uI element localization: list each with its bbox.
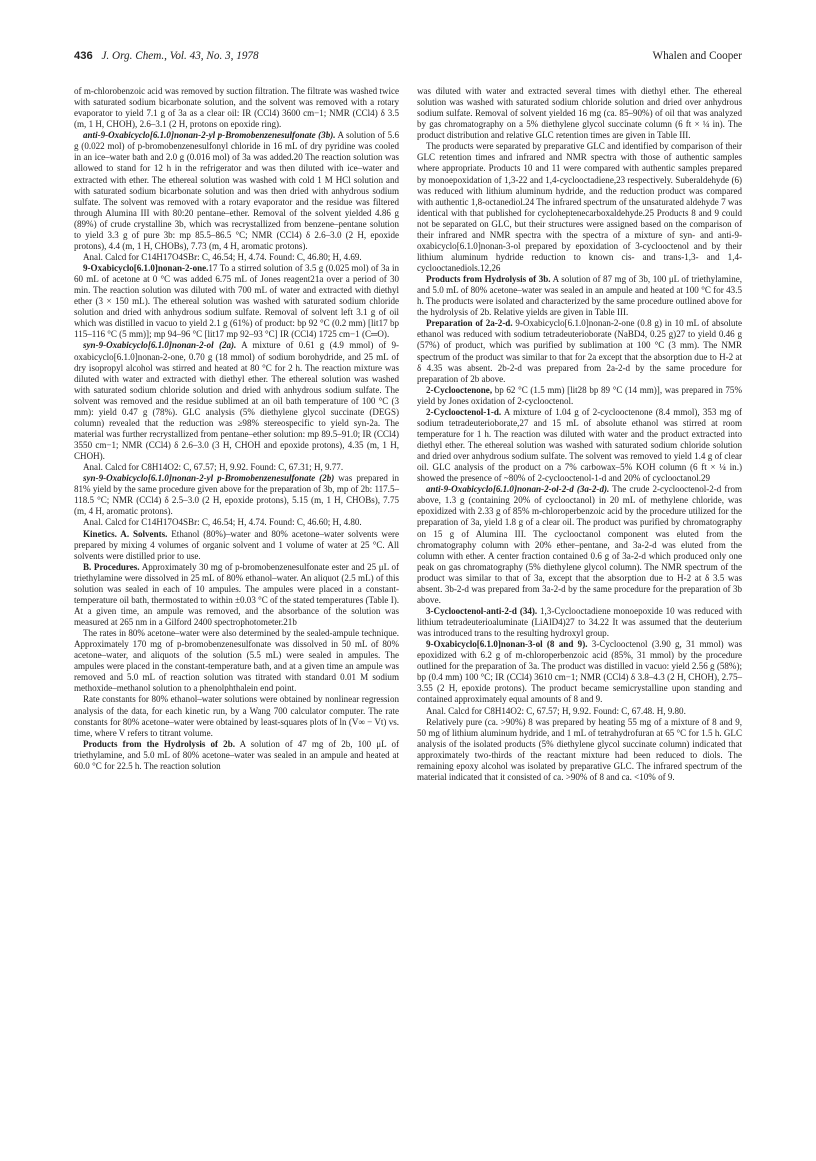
paragraph-text: bp 62 °C (1.5 mm) [lit28 bp 89 °C (14 mm)], was prepared in 75% yield by Jones oxidation of 2-cyclooctenol.	[417, 384, 742, 406]
paragraph	[417, 706, 742, 717]
paragraph	[417, 274, 742, 318]
paragraph-heading: Kinetics. A. Solvents.	[83, 528, 168, 539]
authors: Whalen and Cooper	[652, 50, 742, 62]
paragraph	[417, 484, 742, 606]
left-column	[74, 86, 399, 772]
paragraph-text: The rates in 80% acetone–water were also determined by the sealed-ampule technique. Approximately 170 mg of p-bromobenzenesulfonate was dissolved in 50 mL of 80% acetone–water, and aliquots of the solution (5.5 mL) were sealed in ampules. The ampules were placed in the constant-temperature bath, and at a given time an ampule was removed and 5.0 mL of reaction solution was titrated with standard 0.01 M sodium methoxide–methanol solution to a phenolphthalein end point.	[74, 628, 399, 694]
paragraph	[74, 462, 399, 473]
paragraph-heading: 2-Cyclooctenone,	[426, 384, 493, 395]
paragraph-text: Anal. Calcd for C14H17O4SBr: C, 46.54; H, 4.74. Found: C, 46.80; H, 4.69.	[83, 251, 362, 262]
paragraph-text: A solution of 5.6 g (0.022 mol) of p-bromobenzenesulfonyl chloride in 16 mL of dry pyridine was cooled in an ice–water bath and 2.0 g (0.016 mol) of 3a was added.20 The reaction solution was allowed to stand for 12 h in the refrigerator and was then diluted with ice–water and extracted with ether. The ethereal solution was washed with cold 1 M HCl solution and with saturated sodium bicarbonate solution and was then dried with anhydrous sodium sulfate. The solvent was removed with a rotary evaporator and the residue was filtered through Alumina III with 80:20 pentane–ether. Removal of the solvent yielded 4.86 g (89%) of crude crystalline 3b, which was recrystallized from benzene–pentane solution to yield 3.3 g of pure 3b: mp 85.5–86.5 °C; NMR (CCl4) δ 2.6–3.0 (2 H, epoxide protons), 4.4 (m, 1 H, CHOBs), 7.73 (m, 4 H, aromatic protons).	[74, 130, 399, 251]
paragraph	[417, 639, 742, 705]
paragraph	[417, 318, 742, 384]
paragraph	[74, 252, 399, 263]
paragraph-text: 17 To a stirred solution of 3.5 g (0.025 mol) of 3a in 60 mL of acetone at 0 °C was added 6.75 mL of Jones reagent21a over a period of 30 min. The reaction solution was diluted with 700 mL of water and extracted with diethyl ether (3 × 150 mL). The ethereal solution was washed with saturated sodium chloride solution and dried with anhydrous sodium sulfate. Removal of solvent left 3.1 g of oil which was distilled in vacuo to yield 2.1 g (61%) of product: bp 92 °C (0.2 mm) [lit17 bp 115–116 °C (5 mm)]; mp 94–96 °C [lit17 mp 92–93 °C] IR (CCl4) 1725 cm−1 (C═O).	[74, 263, 399, 340]
paragraph	[74, 130, 399, 252]
paragraph-text: Relatively pure (ca. >90%) 8 was prepared by heating 55 mg of a mixture of 8 and 9, 50 mg of lithium aluminum hydride, and 1 mL of tetrahydrofuran at 65 °C for 1.5 h. GLC analysis of the isolated products (5% diethylene glycol succinate column) indicated that approximately two-thirds of the reactant mixture had been reduced to diols. The remaining epoxy alcohol was isolated by preparative GLC. The infrared spectrum of the material indicated that it consisted of ca. >90% of 8 and ca. <10% of 9.	[417, 716, 742, 782]
paragraph	[417, 86, 742, 141]
paragraph-heading: 2-Cyclooctenol-1-d.	[426, 406, 502, 417]
paragraph-text: 3-Cyclooctenol (3.90 g, 31 mmol) was epoxidized with 6.2 g of m-chloroperbenzoic acid (85%, 31 mmol) by the procedure outlined for the preparation of 3a. The product was distilled in vacuo: yield 2.56 g (58%); bp (0.4 mm) 100 °C; IR (CCl4) 3610 cm−1; NMR (CCl4) δ 3.8–4.3 (2 H, CHOH), 2.75–3.55 (2 H, epoxide protons). The product became semicrystalline upon standing and contained approximately equal amounts of 8 and 9.	[417, 639, 742, 705]
paragraph	[74, 694, 399, 738]
journal-citation: J. Org. Chem., Vol. 43, No. 3, 1978	[101, 50, 259, 62]
paragraph	[74, 340, 399, 462]
paragraph-text: Anal. Calcd for C8H14O2: C, 67.57; H, 9.92. Found: C, 67.31; H, 9.77.	[83, 462, 344, 473]
paragraph	[74, 562, 399, 628]
paragraph-text: Approximately 30 mg of p-bromobenzenesulfonate ester and 25 μL of triethylamine were dissolved in 25 mL of 80% ethanol–water. An aliquot (2.5 mL) of this solution was sealed in each of 10 ampules. The ampules were placed in a constant-temperature oil bath, thermostated to within ±0.03 °C of the stated temperatures (Table I). At a given time, an ampule was removed, and the absorbance of the solution was measured at 265 nm in a Gilford 2400 spectrophotometer.21b	[74, 561, 400, 627]
page-number: 436	[74, 50, 93, 62]
paragraph	[417, 717, 742, 783]
paragraph	[417, 385, 742, 407]
paragraph	[417, 407, 742, 484]
paragraph-heading: Products from Hydrolysis of 3b.	[426, 274, 551, 285]
paragraph	[74, 739, 399, 772]
paragraph-heading: syn-9-Oxabicyclo[6.1.0]nonan-2-yl p-Bromobenzenesulfonate (2b)	[83, 473, 335, 484]
paragraph-text: A mixture of 0.61 g (4.9 mmol) of 9-oxabicyclo[6.1.0]nonan-2-one, 0.70 g (18 mmol) of sodium borohydride, and 25 mL of dry isopropyl alcohol was stirred and heated at 80 °C for 2 h. The reaction mixture was diluted with water and extracted with diethyl ether. The ethereal solution was washed with saturated sodium chloride solution and dried with anhydrous sodium sulfate. The solvent was removed and the residue sublimed at an oil bath temperature of 100 °C (3 mm): yield 0.47 g (78%). GLC analysis (5% diethylene glycol succinate (DEGS) column) revealed that the reduction was ≥98% stereospecific to yield syn-2a. The material was further recrystallized from pentane–ether solution: mp 89.5–91.0; IR (CCl4) 3550 cm−1; NMR (CCl4) δ 2.6–3.0 (3 H, CHOH and epoxide protons), 4.35 (m, 1 H, CHOH).	[74, 340, 399, 462]
paragraph-text: Anal. Calcd for C8H14O2: C, 67.57; H, 9.92. Found: C, 67.48. H, 9.80.	[426, 705, 686, 716]
paragraph-heading: syn-9-Oxabicyclo[6.1.0]nonan-2-ol (2a).	[83, 340, 237, 351]
paragraph-text: Ethanol (80%)–water and 80% acetone–water solvents were prepared by mixing 4 volumes of organic solvent and 1 volume of water at 25 °C. All solvents were distilled prior to use.	[74, 528, 399, 561]
paragraph-text: The products were separated by preparative GLC and identified by comparison of their GLC retention times and infrared and NMR spectra with those of authentic samples where appropriate. Products 10 and 11 were compared with authentic samples prepared by monoepoxidation of 1,3-22 and 1,4-cyclooctadiene,23 respectively. Suberaldehyde (6) was reduced with lithium aluminum hydride, and the reduction product was compared with authentic 1,8-octanediol.24 The infrared spectrum of the unsaturated aldehyde 7 was identical with that published for cycloheptenecarboxaldehyde.25 Products 8 and 9 could not be separated on GLC, but their structures were assigned based on the comparison of their infrared and NMR spectra with the spectra of a mixture of syn- and anti-9-oxabicyclo[6.1.0]nonan-3-ol prepared by epoxidation of 3-cyclooctenol and by their lithium aluminum hydride reduction to known cis- and trans-1,3- and 1,4-cyclooctanediols.12,26	[417, 141, 742, 273]
paragraph-heading: Products from the Hydrolysis of 2b.	[83, 738, 235, 749]
paragraph-heading: 9-Oxabicyclo[6.1.0]nonan-2-one.	[83, 263, 209, 273]
paragraph-heading: Preparation of 2a-2-d.	[426, 318, 513, 329]
paragraph-heading: anti-9-Oxabicyclo[6.1.0]nonan-2-yl p-Bromobenzenesulfonate (3b).	[83, 130, 336, 141]
paragraph-text: of m-chlorobenzoic acid was removed by suction filtration. The filtrate was washed twice with saturated sodium bicarbonate solution, and the solvent was removed with a rotary evaporator to yield 7.1 g of 3a as a clear oil: IR (CCl4) 3600 cm−1; NMR (CCl4) δ 3.5 (m, 1 H, CHOH), 2.6–3.1 (2 H, protons on epoxide ring).	[74, 86, 399, 130]
paragraph-text: was prepared in 81% yield by the same procedure given above for the preparation of 3b, mp of 2b: 117.5–118.5 °C; NMR (CCl4) δ 2.5–3.0 (2 H, epoxide protons), 5.15 (m, 1 H, CHOBs), 7.75 (m, 4 H, aromatic protons).	[74, 473, 399, 517]
right-column	[417, 86, 742, 783]
paragraph-heading: B. Procedures.	[83, 561, 140, 572]
running-header	[74, 50, 742, 66]
paragraph	[417, 141, 742, 274]
paragraph-text: 9-Oxabicyclo[6.1.0]nonan-2-one (0.8 g) in 10 mL of absolute ethanol was reduced with sodium tetradeuterioborate (NaBD4, 0.25 g)27 to yield 0.46 g (57%) of product, which was purified by sublimation at 100 °C (3 mm). The NMR spectrum of the product was similar to that for 2a except that the absorption due to H-2 at δ 4.35 was absent. 2b-2-d was prepared from 2a-2-d by the same procedure for preparation of 2b above.	[417, 318, 742, 384]
paragraph	[74, 517, 399, 528]
paragraph-text: was diluted with water and extracted several times with diethyl ether. The ethereal solution was washed with saturated sodium chloride solution and dried over anhydrous sodium sulfate. Removal of solvent yielded 16 mg (ca. 85–90%) of oil that was analyzed by gas chromatography on a 5% diethylene glycol succinate column (6 ft × ¼ in). The product distribution and relative GLC retention times are given in Table III.	[417, 86, 742, 141]
paragraph	[74, 86, 399, 130]
paragraph	[74, 628, 399, 694]
paragraph-heading: 9-Oxabicyclo[6.1.0]nonan-3-ol (8 and 9).	[426, 639, 588, 650]
paragraph	[74, 529, 399, 562]
paragraph-text: A solution of 47 mg of 2b, 100 μL of triethylamine, and 5.0 mL of 80% acetone–water was sealed in an ampule and heated at 60.0 °C for 22.5 h. The reaction solution	[74, 738, 399, 771]
paragraph-heading: anti-9-Oxabicyclo[6.1.0]nonan-2-ol-2-d (3a-2-d).	[426, 484, 610, 495]
paragraph	[74, 473, 399, 517]
header-left	[74, 50, 259, 62]
paragraph-text: A mixture of 1.04 g of 2-cyclooctenone (8.4 mmol), 353 mg of sodium tetradeuterioborate,27 and 15 mL of absolute ethanol was stirred at room temperature for 1 h. The reaction was diluted with water and the product extracted into diethyl ether. The ethereal solution was washed with saturated sodium chloride solution and dried over anhydrous sodium sulfate. The solvent was removed to yield 1.4 g of clear oil. GLC analysis of the product on a 7% carbowax–5% KOH column (6 ft × ¼ in.) showed the presence of ~80% of 2-cyclooctenol-1-d and 20% of cyclooctanol.29	[417, 406, 742, 484]
paragraph	[74, 263, 399, 340]
paragraph-text: The crude 2-cyclooctenol-2-d from above, 1.3 g (containing 20% of cyclooctanol) in 20 mL of methylene chloride, was epoxidized with 2.33 g of 85% m-chloroperbenzoic acid by the procedure utilized for the preparation of 3a, yield 1.8 g of a clear oil. The product was purified by chromatography on 15 g of Alumina III. The cyclooctanol component was eluted from the chromatography column with 20% ether–pentane, and 3a-2-d was eluted from the column with ether. A center fraction contained 0.6 g of 3a-2-d which produced only one peak on gas chromatography (5% diethylene glycol column). The NMR spectrum of the product was similar to that of 3a, except that the absorption due to H-2 at δ 3.5 was absent. 3b-2-d was prepared from 3a-2-d by the same procedure for the preparation of 3b above.	[417, 484, 743, 605]
paragraph-text: Anal. Calcd for C14H17O4SBr: C, 46.54; H, 4.74. Found: C, 46.60; H, 4.80.	[83, 517, 362, 528]
paragraph-heading: 3-Cyclooctenol-anti-2-d (34).	[426, 605, 538, 616]
paragraph	[417, 606, 742, 639]
paragraph-text: Rate constants for 80% ethanol–water solutions were obtained by nonlinear regression analysis of the data, for each kinetic run, by a Wang 700 calculator computer. The rate constants for 80% acetone–water were obtained by least-squares plots of ln (V∞ − Vt) vs. time, where V refers to titrant volume.	[74, 694, 399, 738]
paragraph-text: A solution of 87 mg of 3b, 100 μL of triethylamine, and 5.0 mL of 80% acetone–water was sealed in an ampule and heated at 100 °C for 43.5 h. The products were isolated and characterized by the same procedure outlined above for the hydrolysis of 2b. Relative yields are given in Table III.	[417, 274, 742, 318]
paragraph-text: 1,3-Cyclooctadiene monoepoxide 10 was reduced with lithium tetradeuterioaluminate (LiAlD4)27 to 34.22 It was assumed that the deuterium was introduced trans to the resulting hydroxyl group.	[417, 605, 742, 639]
